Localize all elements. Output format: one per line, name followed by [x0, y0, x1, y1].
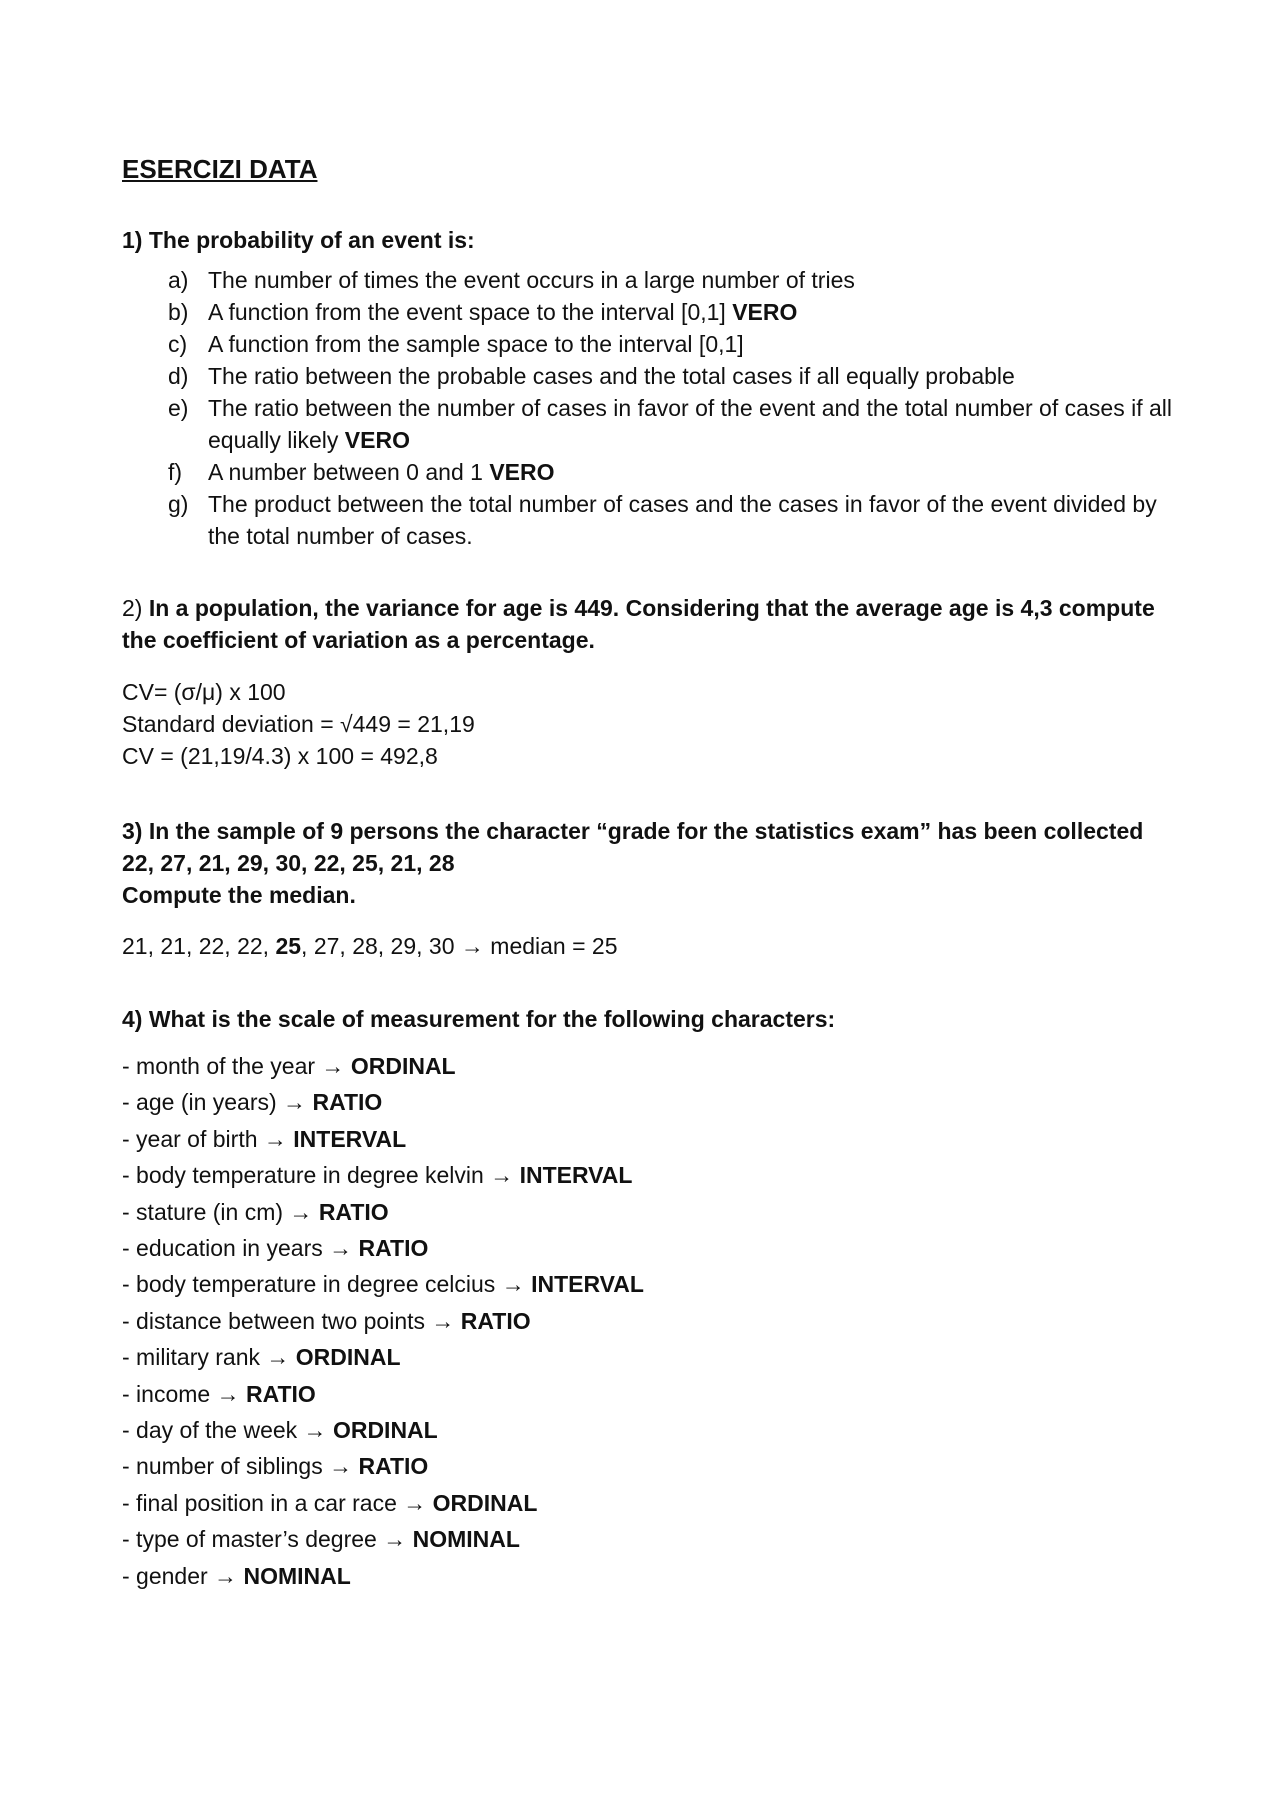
q4-answer-list	[122, 1048, 644, 1594]
option-item: a) The number of times the event occurs in a large number of tries	[168, 267, 855, 293]
vero-mark: VERO	[344, 427, 410, 453]
list-item: - distance between two points → RATIO	[122, 1307, 531, 1334]
option-item: g) The product between the total number of cases and the cases in favor of the event divided by the total number of cases.	[168, 491, 1157, 549]
list-item: - education in years → RATIO	[122, 1235, 429, 1262]
q3-question: 3) In the sample of 9 persons the character “grade for the statistics exam” has been collected 22, 27, 21, 29, 30, 22, 25, 21, 28 Compute the median.	[122, 818, 1144, 908]
option-item: b) A function from the event space to the interval [0,1] VERO	[168, 299, 798, 325]
list-item: - stature (in cm) → RATIO	[122, 1198, 389, 1225]
list-item: - final position in a car race → ORDINAL	[122, 1489, 538, 1516]
formula-line: CV = (21,19/4.3) x 100 = 492,8	[122, 743, 438, 769]
vero-mark: VERO	[489, 459, 555, 485]
formula-line: CV= (σ/μ) x 100	[122, 679, 286, 705]
list-item: - body temperature in degree kelvin → INTERVAL	[122, 1162, 633, 1189]
list-item: - month of the year → ORDINAL	[122, 1053, 456, 1079]
list-item: - gender → NOMINAL	[122, 1562, 351, 1589]
list-item: - age (in years) → RATIO	[122, 1089, 383, 1116]
list-item: - year of birth → INTERVAL	[122, 1125, 407, 1152]
q2-answer	[122, 676, 475, 772]
option-item: d) The ratio between the probable cases and the total cases if all equally probable	[168, 363, 1015, 389]
q3-answer: 21, 21, 22, 22, 25, 27, 28, 29, 30 → median = 25	[122, 933, 618, 959]
list-item: - number of siblings → RATIO	[122, 1453, 429, 1480]
list-item: - income → RATIO	[122, 1380, 316, 1407]
q4-question: 4) What is the scale of measurement for the following characters:	[122, 1006, 836, 1032]
option-item: e) The ratio between the number of cases in favor of the event and the total number of cases if all equally likely VERO	[168, 395, 1173, 453]
list-item: - type of master’s degree → NOMINAL	[122, 1526, 520, 1553]
option-item: f) A number between 0 and 1 VERO	[168, 459, 555, 485]
vero-mark: VERO	[732, 299, 798, 325]
list-item: - body temperature in degree celcius → INTERVAL	[122, 1271, 644, 1298]
q1-question: 1) The probability of an event is:	[122, 227, 475, 253]
page-title: ESERCIZI DATA	[122, 154, 318, 184]
q2-question: 2) In a population, the variance for age is 449. Considering that the average age is 4,3 compute the coefficient of variation as a percentage.	[122, 595, 1155, 653]
list-item: - military rank → ORDINAL	[122, 1344, 401, 1371]
option-item: c) A function from the sample space to the interval [0,1]	[168, 331, 744, 357]
list-item: - day of the week → ORDINAL	[122, 1417, 438, 1444]
formula-line: Standard deviation = √449 = 21,19	[122, 711, 475, 737]
q1-options	[160, 264, 1180, 552]
